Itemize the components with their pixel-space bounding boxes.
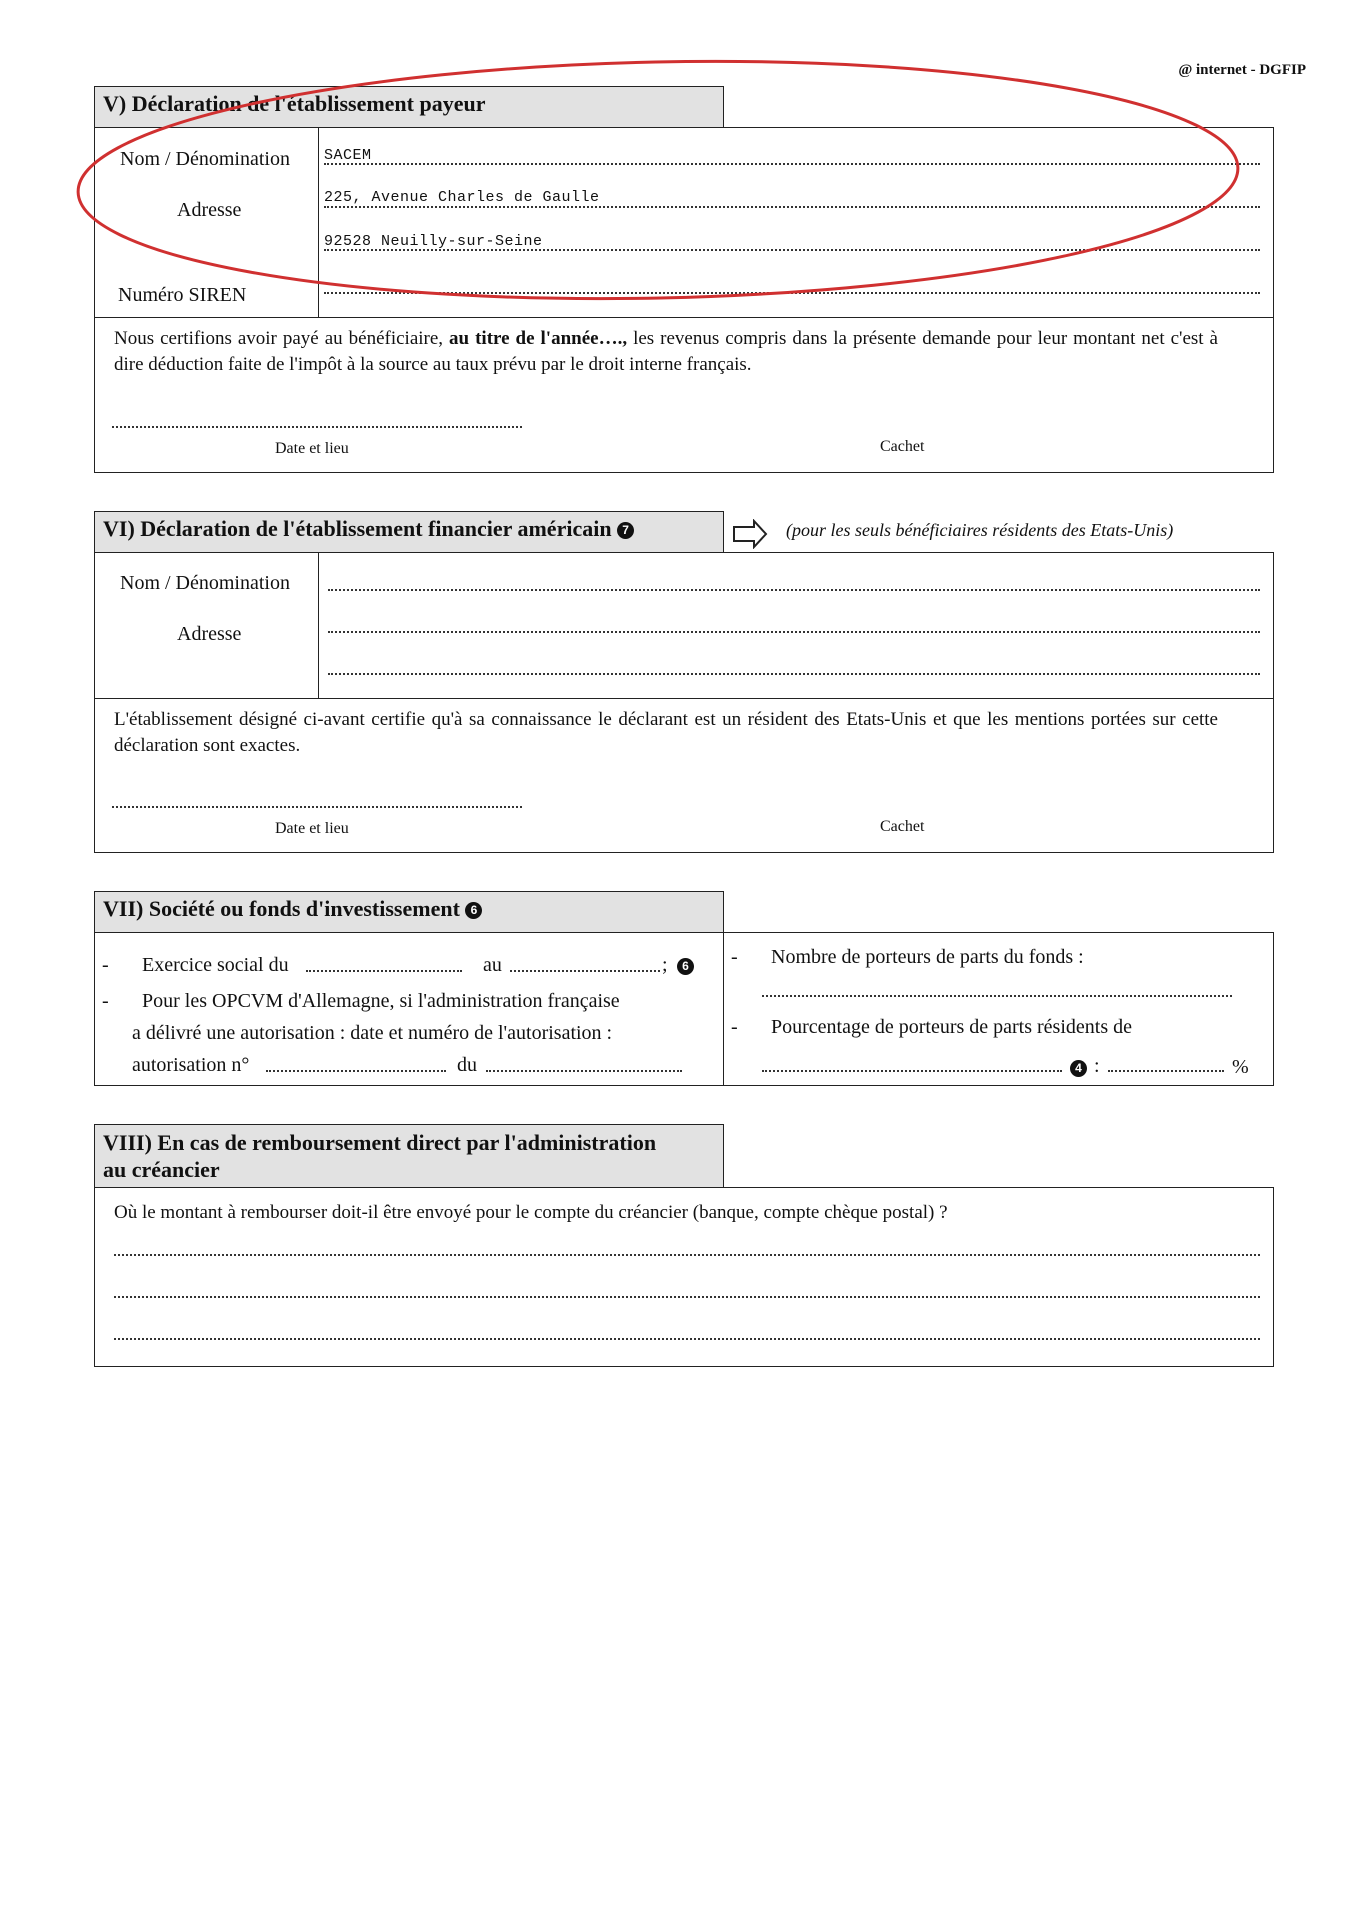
resident-holders-pct-field[interactable] <box>1108 1070 1224 1072</box>
us-bank-address-line1[interactable] <box>328 631 1260 633</box>
note-6-small-icon: 6 <box>677 958 694 975</box>
us-bank-name-line[interactable] <box>328 589 1260 591</box>
opcvm-line1: Pour les OPCVM d'Allemagne, si l'administration française <box>142 990 620 1012</box>
pct-colon: : <box>1094 1055 1100 1077</box>
opcvm-line2: a délivré une autorisation : date et numéro de l'autorisation : <box>132 1022 613 1044</box>
us-bank-stamp-label: Cachet <box>880 818 925 835</box>
us-bank-certification-text: L'établissement désigné ci-avant certifie qu'à sa connaissance le déclarant est un résident des Etats-Unis et que les mentions portées sur cette déclaration sont exactes. <box>114 709 1218 756</box>
us-bank-date-place-line[interactable] <box>112 806 522 808</box>
payer-address-label: Adresse <box>177 199 242 221</box>
note-4-icon: 4 <box>1070 1060 1087 1077</box>
authorization-number-field[interactable] <box>266 1070 446 1072</box>
document-source-note: @ internet - DGFIP <box>1178 62 1306 78</box>
refund-destination-line3[interactable] <box>114 1338 1260 1340</box>
us-bank-name-label: Nom / Dénomination <box>120 572 290 594</box>
us-residents-note: (pour les seuls bénéficiaires résidents des Etats-Unis) <box>786 520 1174 540</box>
fiscal-year-to-field[interactable] <box>510 970 660 972</box>
refund-destination-line1[interactable] <box>114 1254 1260 1256</box>
refund-destination-line2[interactable] <box>114 1296 1260 1298</box>
section-6-title: VI) Déclaration de l'établissement financier américain 7 <box>94 511 724 553</box>
refund-destination-question: Où le montant à rembourser doit-il être envoyé pour le compte du créancier (banque, compte chèque postal) ? <box>114 1202 948 1223</box>
payer-address-line2[interactable]: 92528 Neuilly-sur-Seine <box>324 233 543 250</box>
resident-holders-pct-label: Pourcentage de porteurs de parts résidents de <box>771 1016 1132 1038</box>
section-7-divider <box>723 932 724 1086</box>
note-7-icon: 7 <box>617 522 634 539</box>
payer-name-value[interactable]: SACEM <box>324 147 372 164</box>
authorization-date-field[interactable] <box>486 1070 682 1072</box>
us-bank-date-place-label: Date et lieu <box>275 820 349 837</box>
fiscal-year-label: Exercice social du <box>142 954 289 976</box>
bullet-dash: - <box>102 990 109 1012</box>
authorization-number-label: autorisation n° <box>132 1054 250 1076</box>
red-ellipse-annotation <box>0 0 1358 340</box>
fiscal-year-from-field[interactable] <box>306 970 462 972</box>
fund-holders-count-label: Nombre de porteurs de parts du fonds : <box>771 946 1084 968</box>
fiscal-year-to-label: au <box>483 954 502 976</box>
section-8-title: VIII) En cas de remboursement direct par l'administration au créancier <box>94 1124 724 1188</box>
us-bank-address-line2[interactable] <box>328 673 1260 675</box>
section-5-title: V) Déclaration de l'établissement payeur <box>94 86 724 128</box>
resident-country-field[interactable] <box>762 1070 1062 1072</box>
section-7-title: VII) Société ou fonds d'investissement 6 <box>94 891 724 933</box>
payer-date-place-line[interactable] <box>112 426 522 428</box>
arrow-right-icon <box>732 519 768 549</box>
section-6-hsep <box>94 698 1274 699</box>
bullet-dash: - <box>731 1016 738 1038</box>
bullet-dash: - <box>102 954 109 976</box>
percent-sign: % <box>1232 1056 1249 1078</box>
note-6-icon: 6 <box>465 902 482 919</box>
us-bank-address-label: Adresse <box>177 623 242 645</box>
payer-certification-text: Nous certifions avoir payé au bénéficiaire, au titre de l'année…., les revenus compris dans la présente demande pour leur montant net c'est à dire déduction faite de l'impôt à la source au taux prévu par le droit interne français. <box>114 328 1218 375</box>
payer-stamp-label: Cachet <box>880 438 925 455</box>
fund-holders-count-field[interactable] <box>762 995 1232 997</box>
payer-address-line1[interactable]: 225, Avenue Charles de Gaulle <box>324 189 600 206</box>
fiscal-year-semicolon: ; <box>662 954 668 976</box>
payer-siren-label: Numéro SIREN <box>118 284 247 306</box>
section-6-divider <box>318 552 319 698</box>
authorization-date-label: du <box>457 1054 477 1076</box>
payer-name-label: Nom / Dénomination <box>120 148 290 170</box>
bullet-dash: - <box>731 946 738 968</box>
payer-date-place-label: Date et lieu <box>275 440 349 457</box>
